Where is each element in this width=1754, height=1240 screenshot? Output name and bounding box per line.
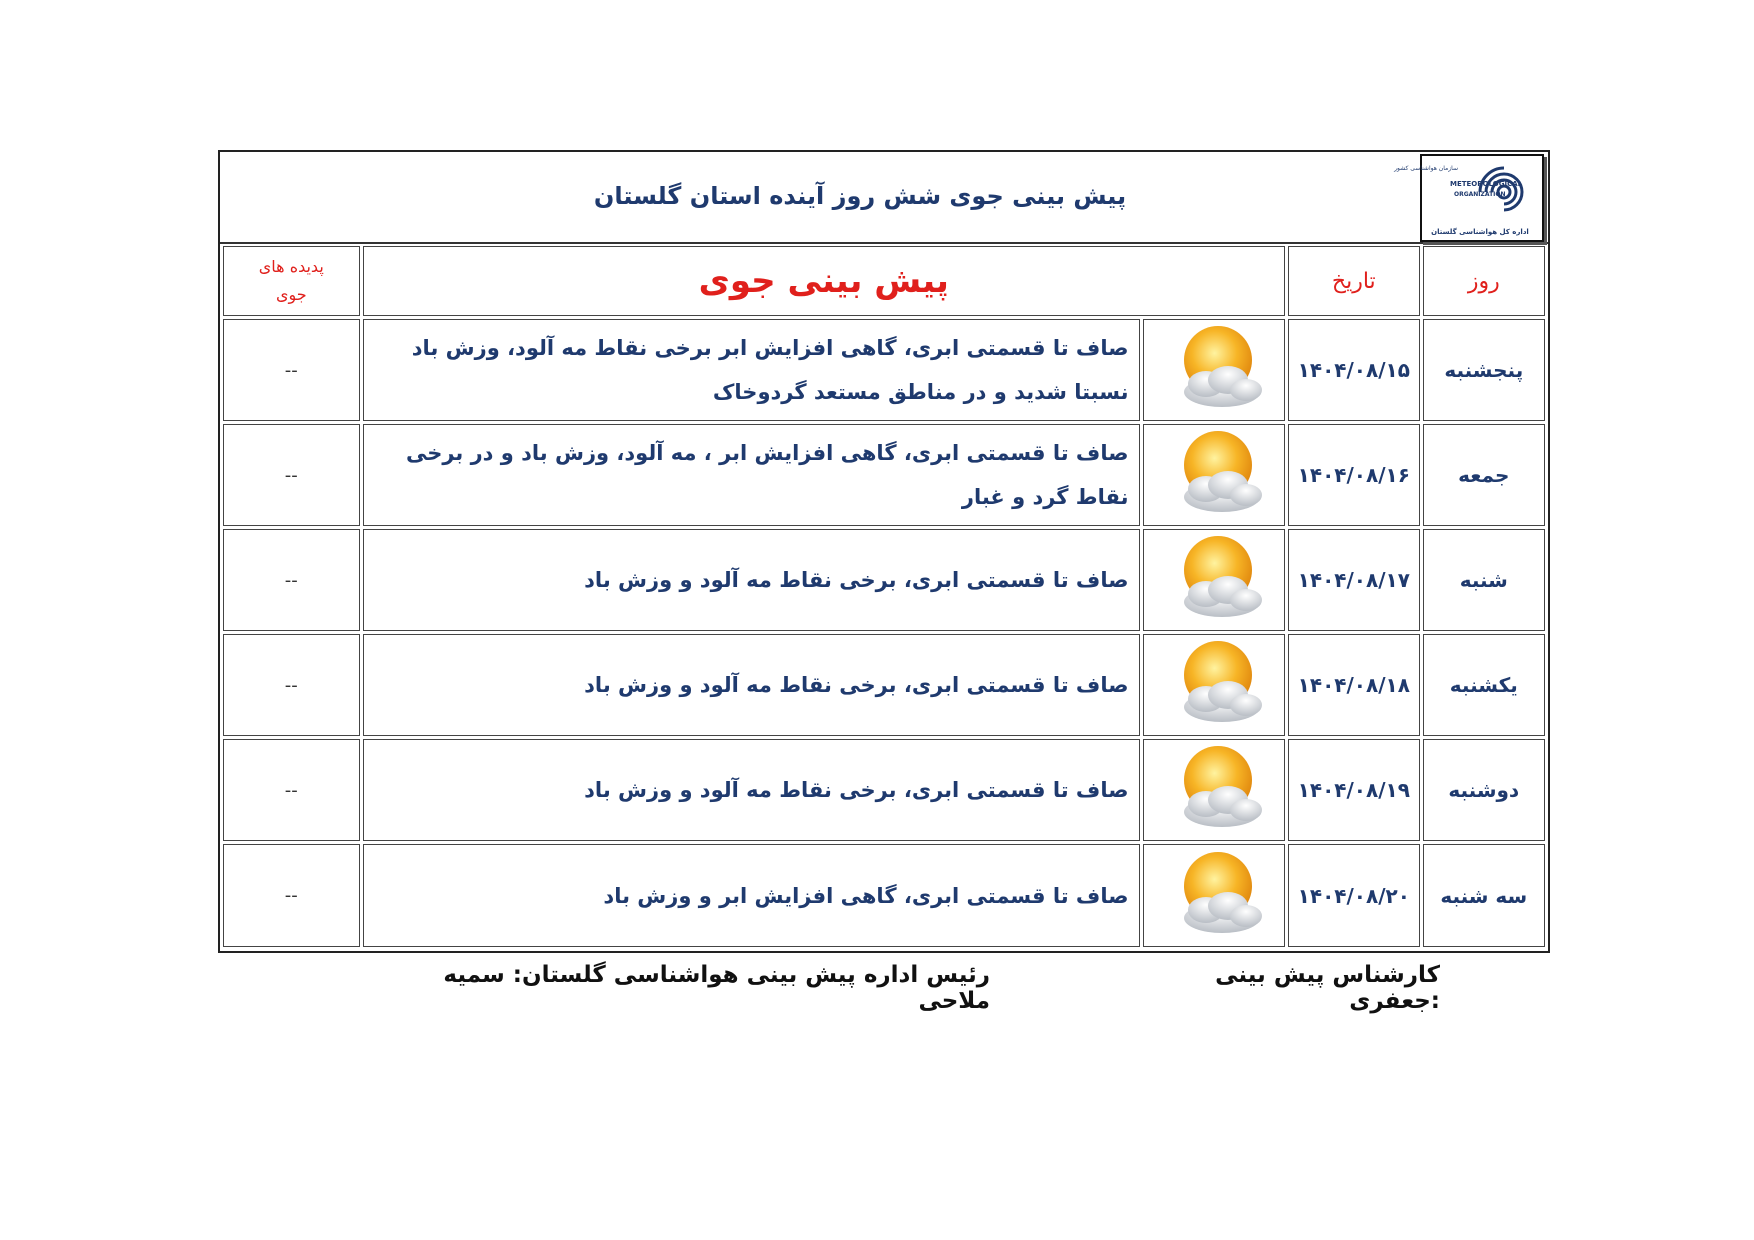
forecast-description: صاف تا قسمتی ابری، گاهی افزایش ابر برخی نقاط مه آلود، وزش باد نسبتا شدید و در مناطق مستعد گردوخاک: [363, 319, 1140, 421]
partly-cloudy-sun-icon: [1162, 611, 1266, 630]
title-row: [220, 152, 1548, 244]
logo-line3: ORGANIZATION: [1454, 191, 1506, 198]
date-cell: ۱۴۰۴/۰۸/۱۸: [1288, 634, 1420, 736]
header-alert: [223, 246, 360, 316]
forecast-row: [223, 844, 1545, 947]
day-cell: سه شنبه: [1423, 844, 1545, 947]
header-alert-line1: پدیده های: [258, 257, 324, 276]
weather-icon-cell: [1143, 739, 1286, 841]
page-title: پیش بینی جوی شش روز آینده استان گلستان: [593, 182, 1127, 210]
table-header-row: [223, 246, 1545, 316]
forecast-description: صاف تا قسمتی ابری، برخی نقاط مه آلود و وزش باد: [363, 529, 1140, 631]
forecast-row: [223, 634, 1545, 736]
date-cell: ۱۴۰۴/۰۸/۱۵: [1288, 319, 1420, 421]
forecaster-name: کارشناس پیش بینی :جعفری: [1215, 962, 1440, 1014]
header-alert-line2: جوی: [275, 285, 307, 304]
weather-alert: --: [223, 529, 360, 631]
header-forecast: پیش بینی جوی: [363, 246, 1285, 316]
forecast-description: صاف تا قسمتی ابری، برخی نقاط مه آلود و وزش باد: [363, 739, 1140, 841]
logo-emblem-icon: [1394, 156, 1542, 240]
weather-alert: --: [223, 634, 360, 736]
forecast-table: [220, 243, 1548, 950]
forecast-description: صاف تا قسمتی ابری، گاهی افزایش ابر ، مه آلود، وزش باد و در برخی نقاط گرد و غبار: [363, 424, 1140, 526]
header-day: روز: [1423, 246, 1545, 316]
partly-cloudy-sun-icon: [1162, 821, 1266, 840]
table-body: [223, 319, 1545, 947]
weather-icon-cell: [1143, 634, 1286, 736]
partly-cloudy-sun-icon: [1162, 716, 1266, 735]
forecast-description: صاف تا قسمتی ابری، برخی نقاط مه آلود و وزش باد: [363, 634, 1140, 736]
day-cell: پنجشنبه: [1423, 319, 1545, 421]
logo-line1: سازمان هواشناسی کشور: [1394, 165, 1458, 172]
day-cell: شنبه: [1423, 529, 1545, 631]
header-date: تاریخ: [1288, 246, 1420, 316]
date-cell: ۱۴۰۴/۰۸/۱۷: [1288, 529, 1420, 631]
day-cell: یکشنبه: [1423, 634, 1545, 736]
meteorological-organization-logo: [1394, 154, 1544, 242]
partly-cloudy-sun-icon: [1162, 506, 1266, 525]
forecast-description: صاف تا قسمتی ابری، گاهی افزایش ابر و وزش باد: [363, 844, 1140, 947]
weather-alert: --: [223, 739, 360, 841]
partly-cloudy-sun-icon: [1162, 927, 1266, 946]
forecast-row: [223, 529, 1545, 631]
forecast-row: [223, 424, 1545, 526]
weather-alert: --: [223, 844, 360, 947]
weather-icon-cell: [1143, 319, 1286, 421]
forecast-sheet: [218, 150, 1550, 953]
weather-alert: --: [223, 424, 360, 526]
date-cell: ۱۴۰۴/۰۸/۱۹: [1288, 739, 1420, 841]
logo-line2: METEOROLOGICAL: [1450, 180, 1523, 188]
date-cell: ۱۴۰۴/۰۸/۲۰: [1288, 844, 1420, 947]
date-cell: ۱۴۰۴/۰۸/۱۶: [1288, 424, 1420, 526]
weather-icon-cell: [1143, 424, 1286, 526]
day-cell: جمعه: [1423, 424, 1545, 526]
partly-cloudy-sun-icon: [1162, 401, 1266, 420]
weather-icon-cell: [1143, 844, 1286, 947]
day-cell: دوشنبه: [1423, 739, 1545, 841]
weather-alert: --: [223, 319, 360, 421]
forecast-row: [223, 739, 1545, 841]
forecast-row: [223, 319, 1545, 421]
head-of-office: رئیس اداره پیش بینی هواشناسی گلستان: سمیه ملاحی: [443, 962, 990, 1014]
logo-caption: اداره کل هواشناسی گلستان: [1431, 228, 1529, 236]
weather-icon-cell: [1143, 529, 1286, 631]
